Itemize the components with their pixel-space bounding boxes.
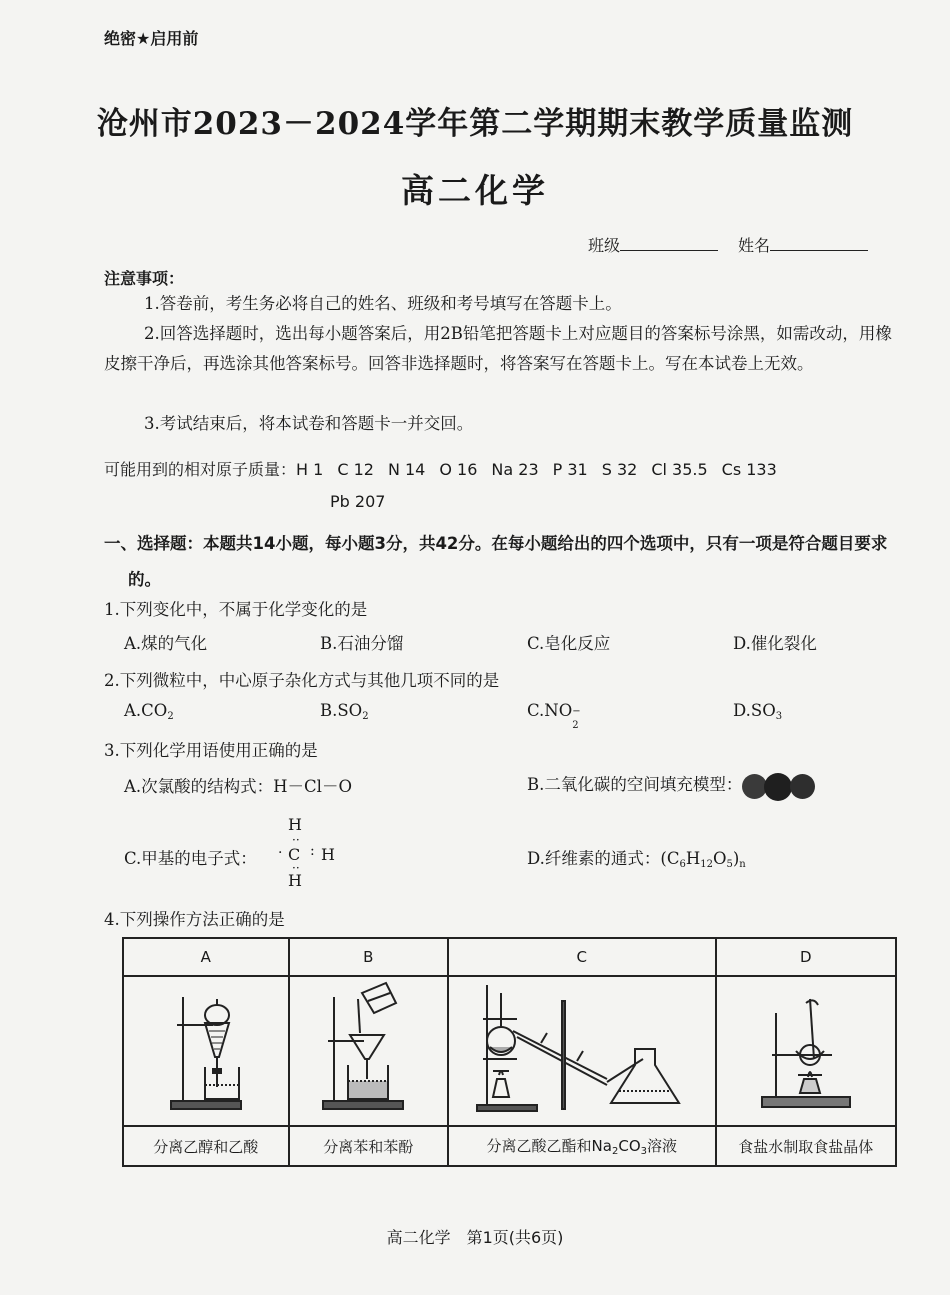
evaporation-apparatus-icon	[726, 979, 886, 1119]
q3-stem: 3.下列化学用语使用正确的是	[104, 741, 318, 760]
atomic-mass-label: 可能用到的相对原子质量：	[104, 460, 297, 479]
q4-header-b: B	[289, 938, 448, 976]
distillation-apparatus-icon	[457, 979, 707, 1119]
q2-stem: 2.下列微粒中，中心原子杂化方式与其他几项不同的是	[104, 671, 500, 690]
q1-option-c: C.皂化反应	[527, 634, 611, 653]
q4-caption-d: 食盐水制取食盐晶体	[716, 1126, 896, 1166]
q3-option-b: B.二氧化碳的空间填充模型：	[527, 771, 820, 799]
q4-figure-b	[289, 976, 448, 1126]
q3-option-c: C.甲基的电子式：	[124, 849, 257, 868]
notice-item-2: 2.回答选择题时，选出每小题答案后，用2B铅笔把答题卡上对应题目的答案标号涂黑，如需改动，用橡皮擦干净后，再选涂其他答案标号。回答非选择题时，将答案写在答题卡上。写在本试卷上无效。	[104, 324, 892, 373]
name-field[interactable]	[738, 232, 868, 256]
notice-heading: 注意事项：	[104, 269, 185, 288]
q4-figure-a	[123, 976, 289, 1126]
q4-header-a: A	[123, 938, 289, 976]
mass-c: C 12	[337, 460, 374, 479]
mass-o: O 16	[439, 460, 478, 479]
methyl-electron-dot-formula: H ·· · C : H ·· H	[278, 815, 335, 890]
notice-item-3: 3.考试结束后，将本试卷和答题卡一并交回。	[144, 414, 474, 433]
class-field[interactable]	[588, 232, 718, 256]
q1-stem: 1.下列变化中，不属于化学变化的是	[104, 600, 368, 619]
mass-n: N 14	[387, 460, 426, 479]
q4-apparatus-table	[122, 937, 897, 1167]
class-label: 班级	[588, 236, 621, 255]
co2-space-filling-model-icon	[742, 773, 820, 799]
q2-option-c: C.NO − 2	[527, 701, 581, 731]
exam-title: 沧州市2023－2024学年第二学期期末教学质量监测	[96, 106, 854, 142]
q4-caption-b: 分离苯和苯酚	[289, 1126, 448, 1166]
q3-option-a: A.次氯酸的结构式：H－Cl－O	[124, 777, 352, 796]
q4-caption-c: 分离乙酸乙酯和$Na_2CO_3$溶液	[448, 1126, 716, 1166]
q4-caption-a: 分离乙醇和乙酸	[123, 1126, 289, 1166]
q2-option-d: $D.SO_3$	[733, 701, 783, 722]
name-blank[interactable]	[770, 232, 868, 251]
name-label: 姓名	[738, 236, 771, 255]
mass-pb: Pb 207	[330, 492, 386, 511]
q2-option-b: $B.SO_2$	[320, 701, 369, 722]
mass-cs: Cs 133	[721, 460, 777, 479]
section-1-text: 一、选择题：本题共14小题，每小题3分，共42分。在每小题给出的四个选项中，只有一项是符合题目要求的。	[104, 534, 888, 589]
q1-option-b: B.石油分馏	[320, 634, 404, 653]
atomic-mass-line	[104, 457, 791, 480]
mass-na: Na 23	[491, 460, 539, 479]
exam-subject: 高二化学	[401, 171, 549, 210]
filtration-apparatus-icon	[298, 979, 438, 1119]
q4-figure-c	[448, 976, 716, 1126]
separatory-funnel-icon	[131, 979, 281, 1119]
mass-h: H 1	[296, 460, 324, 479]
q4-header-c: C	[448, 938, 716, 976]
mass-p: P 31	[552, 460, 588, 479]
mass-s: S 32	[601, 460, 638, 479]
q1-option-a: A.煤的气化	[124, 634, 208, 653]
class-blank[interactable]	[620, 232, 718, 251]
q3-option-d: D.纤维素的通式：$(C_6H_{12}O_5)_n$	[527, 849, 746, 870]
page-footer: 高二化学 第1页(共6页)	[386, 1228, 564, 1247]
confidential-label: 绝密★启用前	[104, 29, 199, 48]
q4-header-d: D	[716, 938, 896, 976]
q4-figure-d	[716, 976, 896, 1126]
q2-option-a: $A.CO_2$	[124, 701, 174, 722]
q1-option-d: D.催化裂化	[733, 634, 817, 653]
mass-cl: Cl 35.5	[651, 460, 708, 479]
q4-stem: 4.下列操作方法正确的是	[104, 910, 285, 929]
section-1-heading	[104, 526, 904, 598]
notice-item-1: 1.答卷前，考生务必将自己的姓名、班级和考号填写在答题卡上。	[144, 294, 622, 313]
